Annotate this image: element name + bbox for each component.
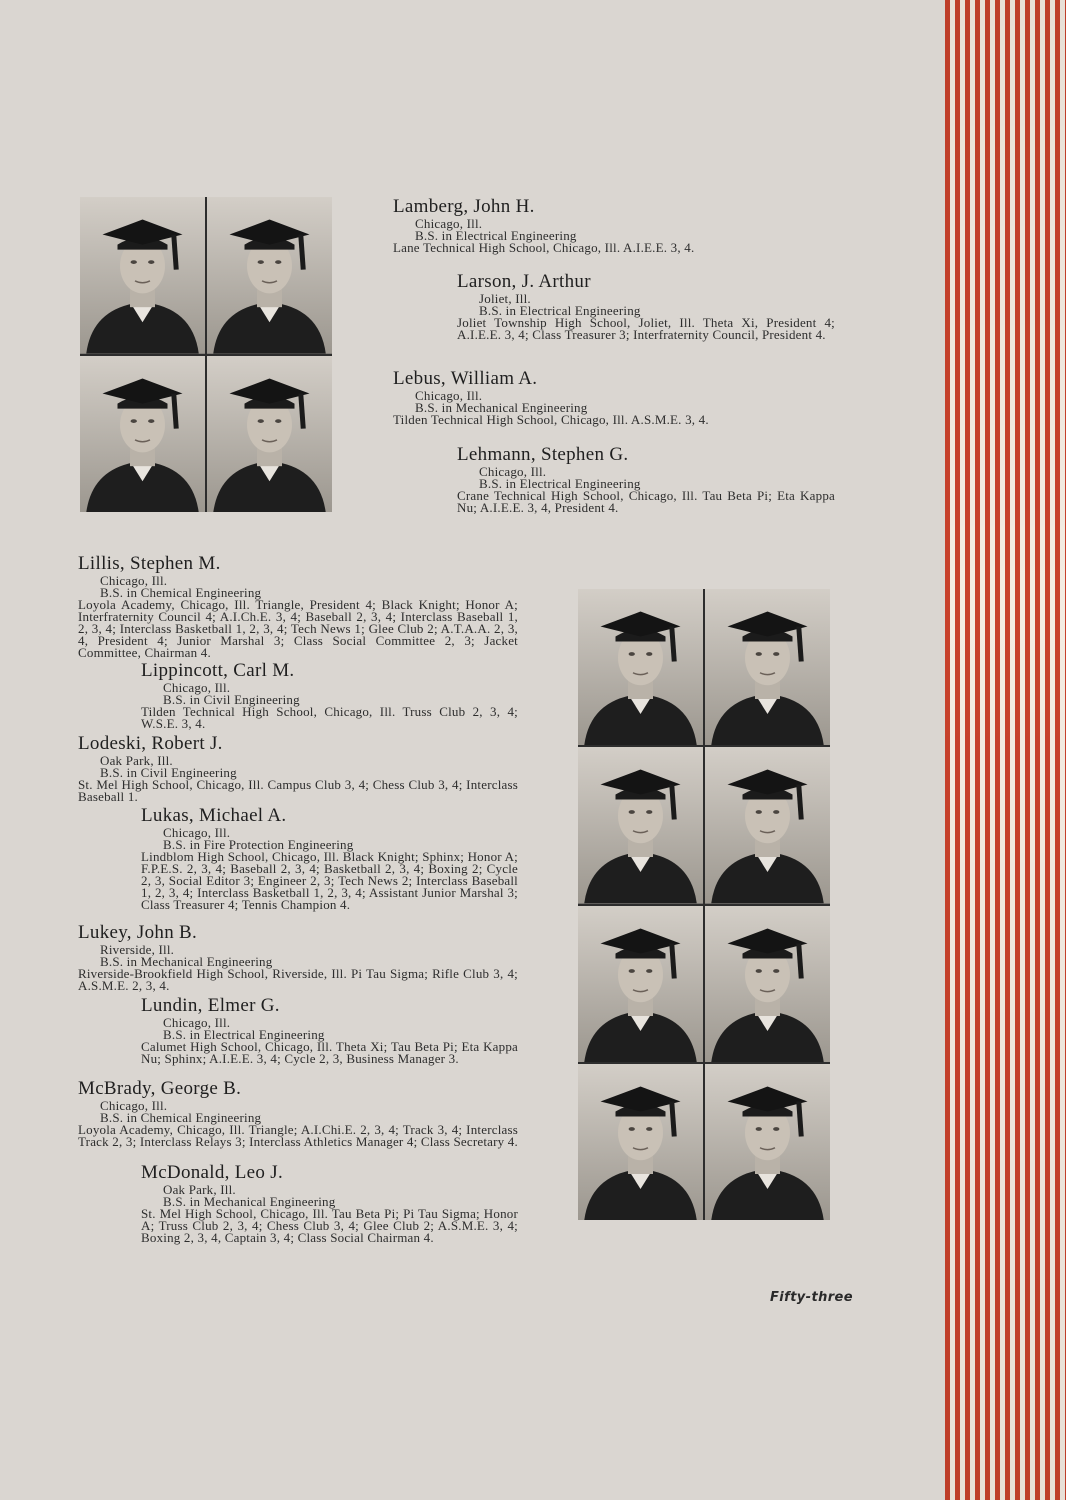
- graduate-portrait-photo: [705, 589, 830, 745]
- page-number: Fifty-three: [770, 1290, 853, 1305]
- graduate-entry: [78, 733, 518, 803]
- graduate-portrait-photo: [207, 197, 332, 354]
- graduate-details: Calumet High School, Chicago, Ill. Theta Xi; Tau Beta Pi; Eta Kappa Nu; Sphinx; A.I.E.E. 3, 4; Cycle 2, 3, Business Manager 3.: [141, 1039, 518, 1066]
- graduate-portrait-photo: [705, 1064, 830, 1220]
- graduate-degree: B.S. in Electrical Engineering: [479, 476, 641, 491]
- graduate-portrait-photo: [578, 589, 703, 745]
- graduate-details: Tilden Technical High School, Chicago, Ill. A.S.M.E. 3, 4.: [393, 412, 709, 427]
- portrait-grid-top: [80, 197, 332, 512]
- graduate-town: Joliet, Ill.: [479, 291, 531, 306]
- graduate-name: Lukas, Michael A.: [141, 805, 287, 826]
- graduate-town: Chicago, Ill.: [415, 216, 483, 231]
- graduate-town: Chicago, Ill.: [415, 388, 483, 403]
- graduate-portrait-photo: [207, 356, 332, 513]
- graduate-entry: [393, 368, 843, 426]
- graduate-town: Chicago, Ill.: [163, 1015, 231, 1030]
- graduate-details: Loyola Academy, Chicago, Ill. Triangle, President 4; Black Knight; Honor A; Interfraternity Council 4; A.I.Ch.E. 3, 4; Baseball 2, 3, 4; Interclass Baseball 1, 2, 3, 4; Interclass Basketball 1, 2, 3, 4; Tech News 1; Glee Club 2; A.T.A.A. 2, 3, 4, President 4; Junior Marshal 3; Class Social Committee 2, 3; Jacket Committee, Chairman 4.: [78, 597, 518, 660]
- graduate-town: Chicago, Ill.: [163, 680, 231, 695]
- graduate-details: Crane Technical High School, Chicago, Ill. Tau Beta Pi; Eta Kappa Nu; A.I.E.E. 3, 4, President 4.: [457, 488, 835, 515]
- graduate-degree: B.S. in Chemical Engineering: [100, 585, 262, 600]
- portrait-grid-right: [578, 589, 830, 1220]
- graduate-town: Chicago, Ill.: [100, 1098, 168, 1113]
- graduate-entry: [141, 805, 518, 911]
- graduate-details: Loyola Academy, Chicago, Ill. Triangle; A.I.Chi.E. 2, 3, 4; Track 3, 4; Interclass Track 2, 3; Interclass Relays 3; Interclass Athletics Manager 4; Class Secretary 4.: [78, 1122, 518, 1149]
- graduate-entry: [141, 1162, 518, 1244]
- graduate-details: Tilden Technical High School, Chicago, Ill. Truss Club 2, 3, 4; W.S.E. 3, 4.: [141, 704, 518, 731]
- graduate-entry: [141, 660, 518, 730]
- graduate-degree: B.S. in Mechanical Engineering: [100, 954, 273, 969]
- graduate-degree: B.S. in Electrical Engineering: [415, 228, 577, 243]
- graduate-degree: B.S. in Fire Protection Engineering: [163, 837, 354, 852]
- graduate-name: McBrady, George B.: [78, 1078, 242, 1099]
- graduate-details: Joliet Township High School, Joliet, Ill. Theta Xi, President 4; A.I.E.E. 3, 4; Class Treasurer 3; Interfraternity Council, President 4.: [457, 315, 835, 342]
- graduate-details: Riverside-Brookfield High School, Riverside, Ill. Pi Tau Sigma; Rifle Club 3, 4; A.S.M.E. 2, 3, 4.: [78, 966, 518, 993]
- graduate-town: Oak Park, Ill.: [100, 753, 173, 768]
- graduate-degree: B.S. in Mechanical Engineering: [415, 400, 588, 415]
- graduate-name: Lodeski, Robert J.: [78, 733, 223, 754]
- graduate-portrait-photo: [80, 197, 205, 354]
- graduate-name: Lukey, John B.: [78, 922, 198, 943]
- graduate-entry: [393, 196, 843, 254]
- graduate-name: Lamberg, John H.: [393, 196, 535, 217]
- graduate-name: Larson, J. Arthur: [457, 271, 591, 292]
- graduate-details: Lane Technical High School, Chicago, Ill. A.I.E.E. 3, 4.: [393, 240, 695, 255]
- graduate-details: St. Mel High School, Chicago, Ill. Campus Club 3, 4; Chess Club 3, 4; Interclass Baseball 1.: [78, 777, 518, 804]
- graduate-entry: [457, 271, 835, 341]
- graduate-degree: B.S. in Civil Engineering: [163, 692, 300, 707]
- graduate-details: St. Mel High School, Chicago, Ill. Tau Beta Pi; Pi Tau Sigma; Honor A; Truss Club 2, 3, 4; Chess Club 3, 4; Glee Club 2; A.S.M.E. 3, 4; Boxing 2, 3, 4, Captain 3, 4; Class Social Chairman 4.: [141, 1206, 518, 1245]
- graduate-details: Lindblom High School, Chicago, Ill. Black Knight; Sphinx; Honor A; F.P.E.S. 2, 3, 4; Baseball 2, 3, 4; Basketball 2, 3, 4; Boxing 2; Cycle 2, 3, Social Editor 3; Engineer 2, 3; Tech News 2; Interclass Baseball 1, 2, 3, 4; Interclass Basketball 1, 2, 3, 4; Assistant Junior Marshal 3; Class Treasurer 4; Tennis Champion 4.: [141, 849, 518, 912]
- graduate-entry: [78, 922, 518, 992]
- graduate-name: Lillis, Stephen M.: [78, 553, 221, 574]
- graduate-name: Lundin, Elmer G.: [141, 995, 280, 1016]
- graduate-town: Riverside, Ill.: [100, 942, 175, 957]
- graduate-name: Lebus, William A.: [393, 368, 538, 389]
- graduate-degree: B.S. in Civil Engineering: [100, 765, 237, 780]
- graduate-portrait-photo: [578, 1064, 703, 1220]
- graduate-degree: B.S. in Electrical Engineering: [163, 1027, 325, 1042]
- graduate-entry: [457, 444, 835, 514]
- graduate-portrait-photo: [80, 356, 205, 513]
- graduate-degree: B.S. in Mechanical Engineering: [163, 1194, 336, 1209]
- graduate-portrait-photo: [705, 906, 830, 1062]
- graduate-entry: [78, 553, 518, 659]
- graduate-degree: B.S. in Electrical Engineering: [479, 303, 641, 318]
- graduate-entry: [78, 1078, 518, 1148]
- decorative-stripe-border: [945, 0, 1066, 1500]
- graduate-portrait-photo: [578, 747, 703, 903]
- graduate-name: Lippincott, Carl M.: [141, 660, 295, 681]
- graduate-portrait-photo: [578, 906, 703, 1062]
- graduate-name: McDonald, Leo J.: [141, 1162, 283, 1183]
- graduate-town: Oak Park, Ill.: [163, 1182, 236, 1197]
- graduate-town: Chicago, Ill.: [479, 464, 547, 479]
- graduate-name: Lehmann, Stephen G.: [457, 444, 629, 465]
- graduate-town: Chicago, Ill.: [100, 573, 168, 588]
- graduate-entry: [141, 995, 518, 1065]
- graduate-degree: B.S. in Chemical Engineering: [100, 1110, 262, 1125]
- graduate-town: Chicago, Ill.: [163, 825, 231, 840]
- graduate-portrait-photo: [705, 747, 830, 903]
